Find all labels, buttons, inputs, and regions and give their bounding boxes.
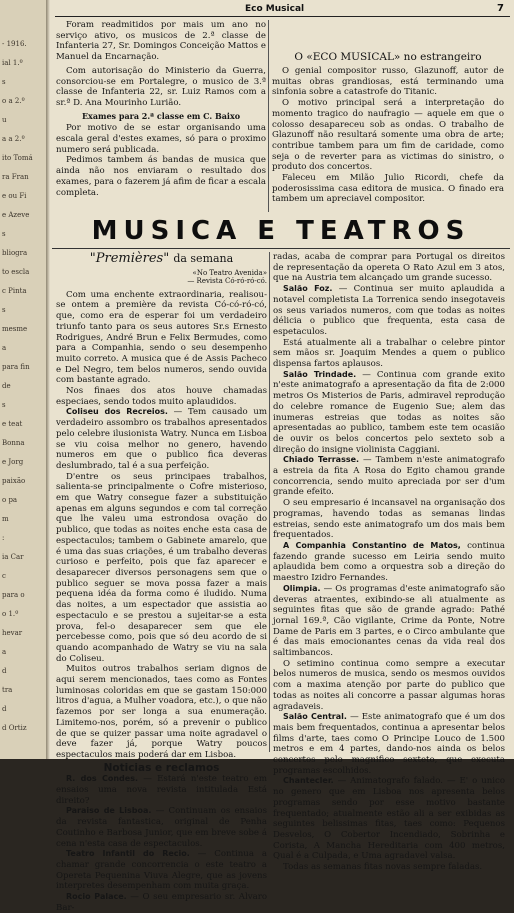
section-title-estrangeiro: O «ECO MUSICAL» no estrangeiro — [294, 51, 482, 63]
premieres-rest: da semana — [173, 252, 234, 265]
item-text: — O seu empresario sr. Alvaro Bar- — [56, 892, 267, 913]
top-left-column — [56, 20, 266, 198]
news-item — [273, 498, 505, 541]
edge-text-fragment: ito Tomá — [2, 154, 33, 162]
news-item — [273, 338, 505, 370]
edge-text-fragment: m — [2, 515, 9, 523]
news-item — [273, 776, 505, 862]
news-item — [273, 862, 505, 873]
item-lead: Rocio Palace. — [66, 892, 127, 902]
item-lead: Salão Foz. — [283, 284, 333, 294]
edge-text-fragment: ra Fran — [2, 173, 29, 181]
edge-text-fragment: Bonna — [2, 439, 25, 447]
item-text: — Estará n'este teatro em ensaios uma nova revista intitulada Está direito? — [56, 774, 268, 806]
item-text: — Animatografo falado. — E' o unico no genero que em Lisboa nos apresenta belos programas sendo por esse motivo bastante frequentado; atualmente estão ali a ser exibidas as seguintes belissimas fitas, taes como: Pequenos Desvelos, O Cobertor Incendiado, Sobrinha e Corista, A Mancha Hereditaria com 400 metros, Qual é a Culpada, e Uma agradavel valsa. — [273, 776, 505, 862]
edge-text-fragment: a a 2.º — [2, 135, 25, 143]
edge-text-fragment: s — [2, 78, 6, 86]
edge-text-fragment: - 1916. — [2, 40, 27, 48]
edge-text-fragment: a — [2, 344, 7, 352]
edge-text-fragment: de — [2, 382, 11, 390]
edge-text-fragment: u — [2, 116, 7, 124]
item-text: O setimino continua como sempre a executar belos numeros de musica, sendo os mesmos ouvidos com a maxima atenção por parte do publico que todas as noites ali concorre a passar algumas horas agradaveis. — [273, 658, 505, 712]
edge-text-fragment: c — [2, 572, 6, 580]
edge-text-fragment: s — [2, 230, 6, 238]
edge-text-fragment: d — [2, 705, 7, 713]
news-item — [273, 370, 505, 456]
paragraph: Com uma enchente extraordinaria, realisou-se ontem a première da revista Có-có-ró-có, que, como era de esperar foi um verdadeiro triunfo tanto para os seus autores Sr.s Ernesto Rodrigues, André Brun e Felix Bermudes, como para a Companhia, sendo o seu desempenho muito correto. A musica que é de Assis Pacheco e Del Negro, tem belos numeros, sendo ouvida com bastante agrado. — [56, 289, 267, 386]
byline — [56, 269, 267, 285]
item-lead: Salão Central. — [283, 712, 347, 722]
paragraph: D'entre os seus principaes trabalhos, salienta-se principalmente o Cofre misterioso, em que Watry consegue fazer a substituição apenas em alguns segundos e com tal correção que lhe valeu uma estrondosa ovação do publico, que todas as noites enche esta casa de espectaculos; tambem o Gabinete amarelo, que é uma das suas criações, é um trabalho deveras curioso e perfeito, pois que faz aparecer e desaparecer diversos personagens sem que o publico seguer se mova possa fazer a mais pequena idéa da forma como é iludido. Numa das noites, a um espectador que assistia ao espectaculo e se prestou a sujeitar-se a esta prova, fel-o desaparecer sem que ele percebesse como, pois que só deu acordo de si quando acompanhado de Watry se viu na sala do Coliseu. — [56, 471, 267, 664]
news-item — [273, 541, 505, 584]
item-lead: Chiado Terrasse. — [283, 455, 360, 465]
byline-line: «No Teatro Avenida» — [192, 268, 267, 277]
adjacent-page-edge — [0, 0, 47, 759]
edge-text-fragment: s — [2, 306, 6, 314]
edge-text-fragment: c Pinta — [2, 287, 27, 295]
edge-text-fragment: bliogra — [2, 249, 28, 257]
subheading: Exames para 2.ª classe em C. Baixo — [81, 110, 241, 121]
news-item — [56, 849, 267, 892]
paragraph: O genial compositor russo, Glazunoff, autor de muitas obras grandiosas, está terminando uma sinfonia sobre a catastrofe do Titanic. — [272, 66, 504, 98]
edge-text-fragment: o a 2.º — [2, 97, 25, 105]
item-lead: Chantecler. — [283, 776, 334, 786]
top-right-column — [272, 66, 504, 205]
news-item — [273, 284, 505, 338]
edge-text-fragment: a — [2, 648, 7, 656]
item-lead: A Companhia Constantino de Matos, — [283, 540, 461, 550]
edge-text-fragment: mesme — [2, 325, 28, 333]
item-text: — Tambem n'este animatografo a estreia da fita A Rosa do Egito chamou grande concorrencia, sendo muito apreciada por ser d'um grande efeito. — [273, 455, 505, 498]
paragraph: Pedimos tambem ás bandas de musica que ainda não nos enviaram o resultado dos exames, para o fazerem já afim de ficar a escala completa. — [56, 155, 266, 198]
item-text: — Continua ser muito aplaudida a notavel completista La Torrenica sendo insegotaveis os seus variados numeros, com que todas as noites délicia o publico que frequenta, esta casa de espetaculos. — [273, 284, 505, 337]
item-text: — Este animatografo que é um dos mais bem frequentados, continua a apresentar belos films d'arte, taes como O Principe Louco de 1.500 metros e em 4 partes, dando-nos ainda os belos concertos pelo magnifico sexteto, que executa programas escolhidos. — [273, 712, 506, 776]
banner-title: MUSICA E TEATROS — [52, 216, 510, 249]
news-item — [273, 455, 505, 498]
edge-text-fragment: e ou Fi — [2, 192, 27, 200]
edge-text-fragment: to escla — [2, 268, 30, 276]
header-title: Eco Musical — [245, 4, 305, 14]
news-item — [273, 584, 505, 659]
item-lead: Paraiso de Lisboa. — [66, 806, 152, 816]
paragraph — [56, 407, 267, 471]
news-item — [56, 806, 267, 849]
edge-text-fragment: d — [2, 667, 7, 675]
item-text: — Continua com grande exito n'este animatografo a apresentação da fita de 2:000 metros Os Misterios de Paris, admiravel reprodução do celebre romance de Eugenio Sue; alem das inumeras estreias que todas as noites são apresentadas ao publico, tambem este tem ocasião de ouvir os belos concertos pelo sexteto sob a direção do insigne violinista Caggiani. — [273, 369, 506, 455]
edge-text-fragment: tra — [2, 686, 13, 694]
edge-text-fragment: d Ortiz — [2, 724, 27, 732]
news-item — [273, 659, 505, 713]
lower-left-column — [56, 252, 267, 913]
byline-line: — Revista Có-ró-ró-có. — [187, 276, 267, 285]
edge-text-fragment: e Azeve — [2, 211, 30, 219]
item-lead: Salão Trindade. — [283, 369, 357, 379]
column-rule — [268, 20, 269, 212]
edge-text-fragment: e teat — [2, 420, 23, 428]
edge-text-fragment: para o — [2, 591, 25, 599]
page-number: 7 — [497, 3, 504, 14]
paragraph: Foram readmitidos por mais um ano no serviço ativo, os musicos de 2.ª classe de Infanteria 27, Sr. Domingos Conceição Mattos e Manuel da Encarnação. — [56, 20, 266, 63]
news-item — [56, 774, 267, 806]
lower-right-column — [273, 252, 505, 873]
paragraph: Nos finaes dos atos houve chamadas especiaes, sendo todos muito aplaudidos. — [56, 386, 267, 407]
edge-text-fragment: para fin — [2, 363, 30, 371]
running-header — [55, 2, 510, 17]
item-text: — Tem causado um verdadeiro assombro os trabalhos apresentados pelo celebre ilusionista Watry. Nunca em Lisboa se viu coisa melhor no genero, havendo numeros em que o publico fica deveras deslumbrado, tal é a sua perfeição. — [56, 407, 268, 471]
news-item — [56, 892, 267, 913]
item-lead: Olimpia. — [283, 583, 321, 593]
item-lead: R. dos Condes. — [66, 774, 138, 784]
item-lead: Coliseu dos Recreios. — [66, 407, 168, 417]
edge-text-fragment: ial 1.º — [2, 59, 23, 67]
paragraph: Com autorisação do Ministerio da Guerra, consorciou-se em Portalegre, o musico de 3.ª classe de Infanteria 22, sr. Luiz Ramos com a sr.ª D. Ana Mourinho Lurião. — [56, 65, 266, 108]
item-text: continua fazendo grande sucesso em Leiria sendo muito aplaudida bem como a orquestra sob a direção do maestro Izidro Fernandes. — [273, 540, 506, 584]
edge-text-fragment: hevar — [2, 629, 23, 637]
page-fold-shadow — [46, 0, 50, 759]
edge-text-fragment: o 1.º — [2, 610, 19, 618]
section-heading-noticias: Noticias e reclamos — [103, 761, 220, 774]
paragraph: Faleceu em Milão Julio Ricordi, chefe da poderosissima casa editora de musica. O finado era tambem um apreciavel compositor. — [272, 173, 504, 205]
item-text: — Os programas d'este animatografo são deveras atraentes, exibindo-se ali atualmente as seguintes fitas que são de grande agrado: Pathé jornal 169.ª, Cão vigilante, Crime da Ponte, Notre Dame de Paris em 3 partes, e o Circo ambulante que é das mais emocionantes cenas da vida real dos saltimbancos. — [273, 583, 505, 659]
item-lead: Teatro Infantil do Recio. — [66, 849, 190, 859]
paragraph: Por motivo de se estar organisando uma escala geral d'estes exames, só para o proximo numero será publicada. — [56, 123, 266, 155]
item-text: O seu empresario é incansavel na organisação dos programas, havendo todas as semanas lindas estreias, sendo este animatografo um dos mais bem frequentados. — [273, 498, 505, 541]
news-item — [273, 712, 505, 776]
paragraph: radas, acaba de comprar para Portugal os direitos de representação da opereta O Rato Azul em 3 atos, que na Austria tem alcançado um grande sucesso. — [273, 252, 505, 284]
item-text: Todas as semanas fitas novas sempre faladas. — [283, 862, 483, 873]
item-text: Está atualmente ali a trabalhar o celebre pintor sem mãos sr. Joaquim Mendes a quem o publico dispensa fartos aplausos. — [273, 337, 505, 370]
paragraph: O motivo principal será a interpretação do momento tragico do naufragio — aquele em que o colosso desapareceu sob as ondas. O trabalho de Glazunoff não resultará somente uma obra de arte; contribue tambem para um fim de caridade, como seja o de reverter para as victimas do sinistro, o produto dos concertos. — [272, 98, 504, 173]
edge-text-fragment: s — [2, 401, 6, 409]
edge-text-fragment: e Jorg — [2, 458, 24, 466]
column-rule — [269, 252, 270, 752]
edge-text-fragment: : — [2, 534, 5, 542]
premieres-main: "Premières" — [89, 251, 170, 266]
item-text: — Continua a chamar grande concorrencia o este teatro a Opereta Pequenina Viuva Alegre, que as jovens interpretes desempenham com muita graça. — [56, 849, 267, 892]
edge-text-fragment: o pa — [2, 496, 18, 504]
premieres-heading — [56, 251, 267, 266]
item-text: — Continuam os ensaios da revista fantastica, original de Penha Coutinho e Barbosa Junior, que em breve sobe á cena n'esta casa de espectaculos. — [56, 806, 267, 849]
paragraph: Muitos outros trabalhos seriam dignos de aqui serem mencionados, taes como as Fontes luminosas coloridas em que se gastam 150:000 litros d'agua, a Mulher voadora, etc.), o que não fazemos por ser longa a sua enumeração. Limitemo-nos, porém, só a prevenir o publico de que se quizer passar uma noite agradavel o deve fazer já, porque Watry poucos espectaculos mais poderá dar em Lisboa. — [56, 664, 267, 760]
edge-text-fragment: paixão — [2, 477, 26, 485]
edge-text-fragment: ia Car — [2, 553, 24, 561]
